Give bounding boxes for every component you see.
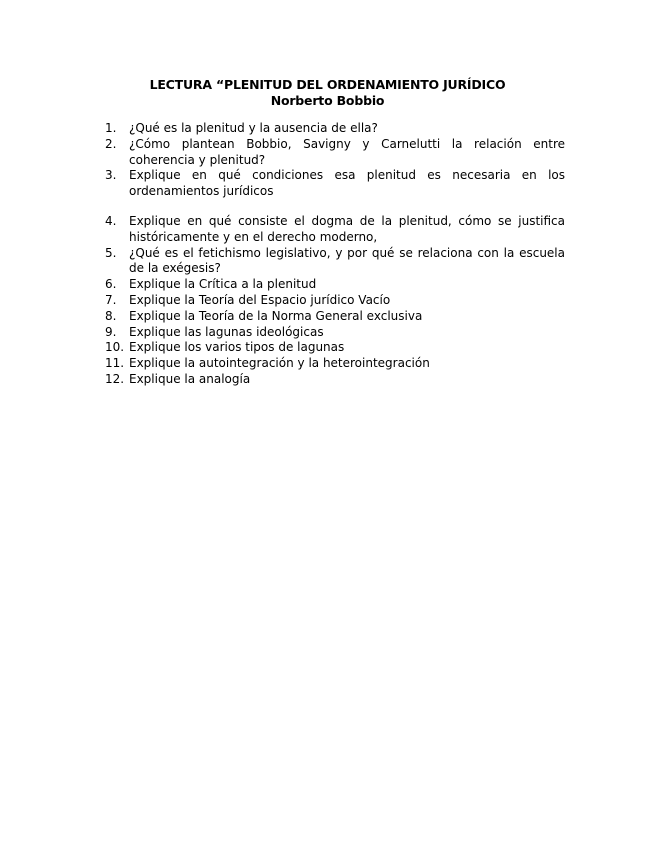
question-text: ¿Cómo plantean Bobbio, Savigny y Carnelutti la relación entre coherencia y plenitud?	[129, 136, 565, 167]
question-text: ¿Qué es el fetichismo legislativo, y por qué se relaciona con la escuela de la exégesis?	[129, 245, 565, 276]
question-item	[105, 137, 565, 169]
question-item	[105, 309, 565, 325]
question-text: Explique en qué condiciones esa plenitud es necesaria en los ordenamientos jurídicos	[129, 168, 565, 199]
question-number: 10.	[105, 340, 125, 355]
question-item	[105, 356, 565, 372]
question-text: Explique la Teoría de la Norma General exclusiva	[129, 308, 423, 323]
question-number: 12.	[105, 371, 125, 386]
question-item	[105, 246, 565, 278]
question-number: 7.	[105, 292, 117, 307]
question-item	[105, 293, 565, 309]
question-number: 11.	[105, 356, 125, 371]
question-item	[105, 340, 565, 356]
question-item	[105, 121, 565, 137]
question-text: Explique en qué consiste el dogma de la plenitud, cómo se justifica históricamente y en el derecho moderno,	[129, 213, 565, 244]
question-number: 1.	[105, 121, 117, 135]
question-number: 4.	[105, 213, 117, 228]
question-item	[105, 214, 565, 246]
question-text: Explique la autointegración y la heterointegración	[129, 356, 430, 371]
question-number: 9.	[105, 324, 117, 339]
question-number: 3.	[105, 168, 117, 183]
document-author: Norberto Bobbio	[270, 93, 385, 108]
question-number: 5.	[105, 245, 117, 260]
question-text: Explique la Crítica a la plenitud	[129, 277, 317, 292]
question-text: ¿Qué es la plenitud y la ausencia de ella?	[129, 121, 378, 135]
question-text: Explique las lagunas ideológicas	[129, 324, 324, 339]
question-number: 6.	[105, 277, 117, 292]
question-item	[105, 325, 565, 341]
question-list	[105, 121, 565, 388]
question-text: Explique la analogía	[129, 371, 251, 386]
question-text: Explique la Teoría del Espacio jurídico Vacío	[129, 292, 391, 307]
document-title: LECTURA “PLENITUD DEL ORDENAMIENTO JURÍDICO	[149, 77, 506, 92]
question-text: Explique los varios tipos de lagunas	[129, 340, 345, 355]
question-item	[105, 168, 565, 200]
question-item	[105, 372, 565, 388]
question-item	[105, 277, 565, 293]
question-number: 8.	[105, 308, 117, 323]
question-number: 2.	[105, 136, 117, 151]
